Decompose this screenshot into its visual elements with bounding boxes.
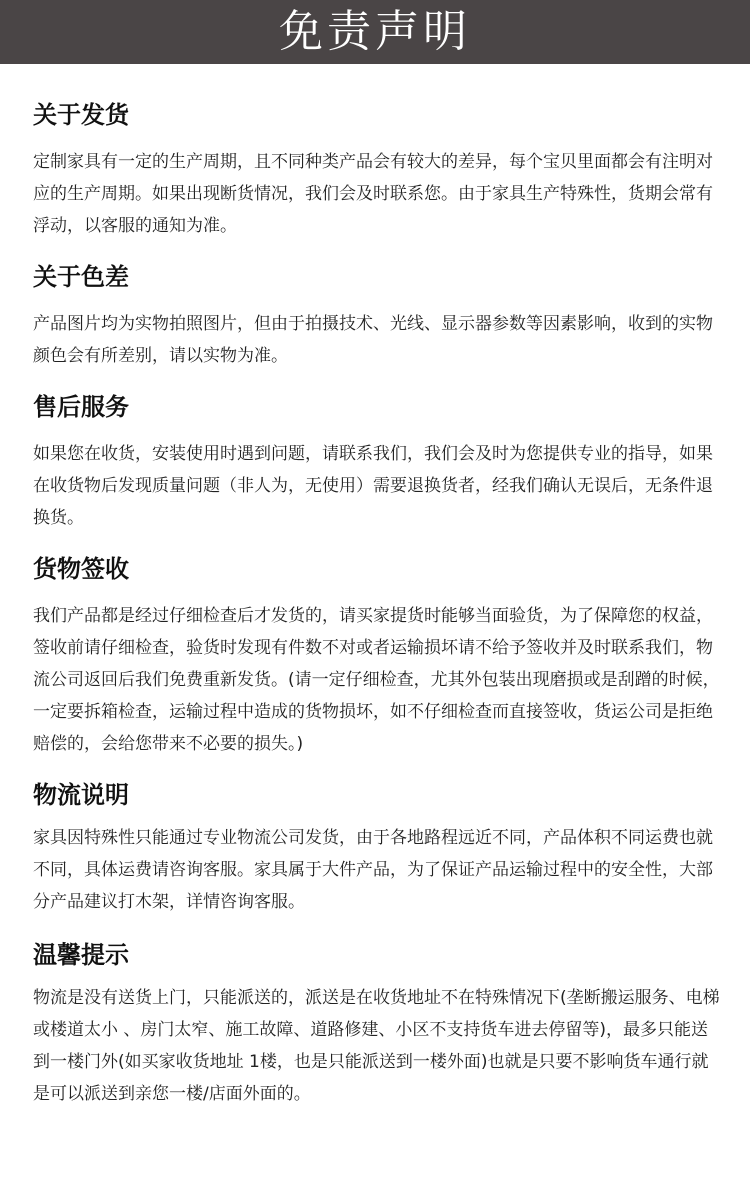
section-body: 定制家具有一定的生产周期，且不同种类产品会有较大的差异，每个宝贝里面都会有注明对应的生产周期。如果出现断货情况，我们会及时联系您。由于家具生产特殊性，货期会常有浮动，以客服的通知为准。 (33, 152, 713, 236)
page-title-banner (0, 0, 750, 64)
section-logistics (33, 778, 720, 918)
section-shipping (33, 98, 720, 242)
section-delivery-receipt (33, 552, 720, 760)
section-title: 售后服务 (33, 393, 129, 421)
section-color-difference (33, 260, 720, 372)
section-body: 家具因特殊性只能通过专业物流公司发货，由于各地路程远近不同，产品体积不同运费也就不同，具体运费请咨询客服。家具属于大件产品，为了保证产品运输过程中的安全性，大部分产品建议打木架，详情咨询客服。 (33, 828, 713, 912)
section-title: 物流说明 (33, 781, 129, 809)
section-body: 我们产品都是经过仔细检查后才发货的，请买家提货时能够当面验货，为了保障您的权益，签收前请仔细检查，验货时发现有件数不对或者运输损坏请不给予签收并及时联系我们，物流公司返回后我们免费重新发货。(请一定仔细检查，尤其外包装出现磨损或是刮蹭的时候，一定要拆箱检查，运输过程中造成的货物损坏，如不仔细检查而直接签收，货运公司是拒绝赔偿的，会给您带来不必要的损失。) (33, 606, 720, 754)
section-after-sales (33, 390, 720, 534)
section-body: 如果您在收货，安装使用时遇到问题，请联系我们，我们会及时为您提供专业的指导，如果在收货物后发现质量问题（非人为，无使用）需要退换货者，经我们确认无误后，无条件退换货。 (33, 444, 713, 528)
section-friendly-reminder (33, 938, 720, 1110)
disclaimer-content (0, 98, 750, 1110)
section-title: 货物签收 (33, 555, 129, 583)
section-title: 关于色差 (33, 263, 129, 291)
page-title: 免责声明 (279, 6, 471, 57)
section-title: 温馨提示 (33, 941, 129, 969)
section-title: 关于发货 (33, 101, 129, 129)
section-body: 产品图片均为实物拍照图片，但由于拍摄技术、光线、显示器参数等因素影响，收到的实物颜色会有所差别，请以实物为准。 (33, 314, 713, 366)
section-body: 物流是没有送货上门，只能派送的，派送是在收货地址不在特殊情况下(垄断搬运服务、电梯或楼道太小 、房门太窄、施工故障、道路修建、小区不支持货车进去停留等)，最多只能送到一楼门外(如买家收货地址 1楼，也是只能派送到一楼外面)也就是只要不影响货车通行就是可以派送到亲您一楼/店面外面的。 (33, 988, 720, 1104)
